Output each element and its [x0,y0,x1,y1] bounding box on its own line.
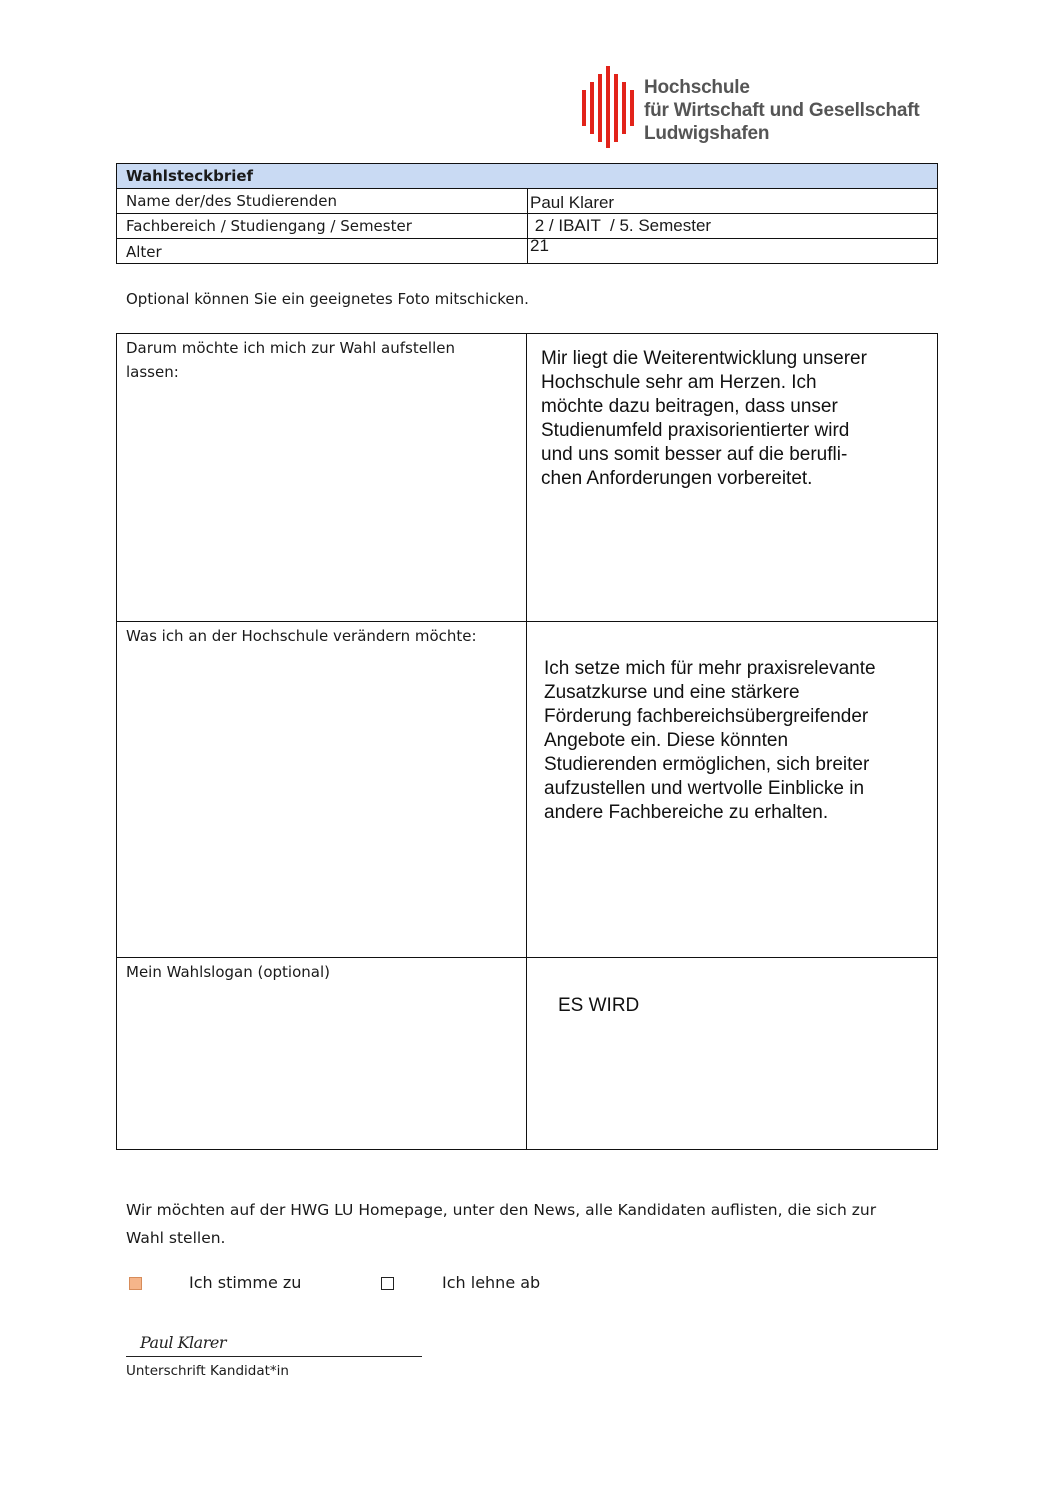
signature-caption: Unterschrift Kandidat*in [126,1363,289,1379]
table-row [117,189,937,214]
agree-checkbox[interactable] [129,1277,142,1290]
answer-line: aufzustellen und wertvolle Einblicke in [544,778,865,799]
logo-line-3: Ludwigshafen [644,123,770,144]
logo-line-2: für Wirtschaft und Gesellschaft [644,100,920,121]
answer-line: Angebote ein. Diese könnten [544,730,789,751]
question-slogan-label: Mein Wahlslogan (optional) [126,963,330,981]
name-value: Paul Klarer [527,189,614,213]
column-divider [526,334,527,1149]
answer-line: andere Fachbereiche zu erhalten. [544,802,829,823]
alter-label: Alter [126,243,162,261]
question-motivation-label: Darum möchte ich mich zur Wahl aufstellen lassen: [126,339,456,381]
answer-line: Zusatzkurse und eine stärkere [544,682,800,703]
question-changes-label: Was ich an der Hochschule verändern möchte: [126,627,477,645]
answer-line: Mir liegt die Weiterentwicklung unserer [541,348,867,369]
decline-label: Ich lehne ab [442,1273,541,1292]
consent-text-line-1: Wir möchten auf der HWG LU Homepage, unter den News, alle Kandidaten auflisten, die sich zur [126,1201,877,1219]
name-label: Name der/des Studierenden [126,192,337,210]
fachbereich-value: 2 / IBAIT / 5. Semester [527,214,711,238]
alter-value: 21 [527,236,549,263]
consent-text [126,1196,926,1252]
decline-checkbox[interactable] [381,1277,394,1290]
hwg-logo [580,62,938,150]
logo-bars-icon [580,62,638,150]
row-divider [117,621,937,622]
question-motivation-answer [541,347,867,491]
logo-line-1: Hochschule [644,77,750,98]
table-row [117,236,937,263]
optional-photo-note: Optional können Sie ein geeignetes Foto mitschicken. [126,290,529,308]
questions-table [116,333,938,1150]
answer-line: Studienumfeld praxisorientierter wird [541,420,850,441]
answer-line: Studierenden ermöglichen, sich breiter [544,754,870,775]
question-changes-answer [544,657,876,825]
answer-line: Hochschule sehr am Herzen. Ich [541,372,817,393]
agree-label: Ich stimme zu [189,1273,302,1292]
signature: Paul Klarer [140,1333,226,1352]
answer-line: chen Anforderungen vorbereitet. [541,468,813,489]
question-slogan-answer [558,994,639,1018]
signature-line [126,1356,422,1357]
logo-wordmark [644,76,920,145]
row-divider [117,957,937,958]
answer-line: Ich setze mich für mehr praxisrelevante [544,658,876,679]
steckbrief-header-row [117,164,937,189]
fachbereich-label: Fachbereich / Studiengang / Semester [126,217,412,235]
answer-line: ES WIRD [558,995,640,1016]
consent-text-line-2: Wahl stellen. [126,1229,226,1247]
steckbrief-table [116,163,938,264]
answer-line: und uns somit besser auf die berufli- [541,444,848,465]
answer-line: Förderung fachbereichsübergreifender [544,706,869,727]
steckbrief-header: Wahlsteckbrief [126,167,254,185]
answer-line: möchte dazu beitragen, dass unser [541,396,838,417]
